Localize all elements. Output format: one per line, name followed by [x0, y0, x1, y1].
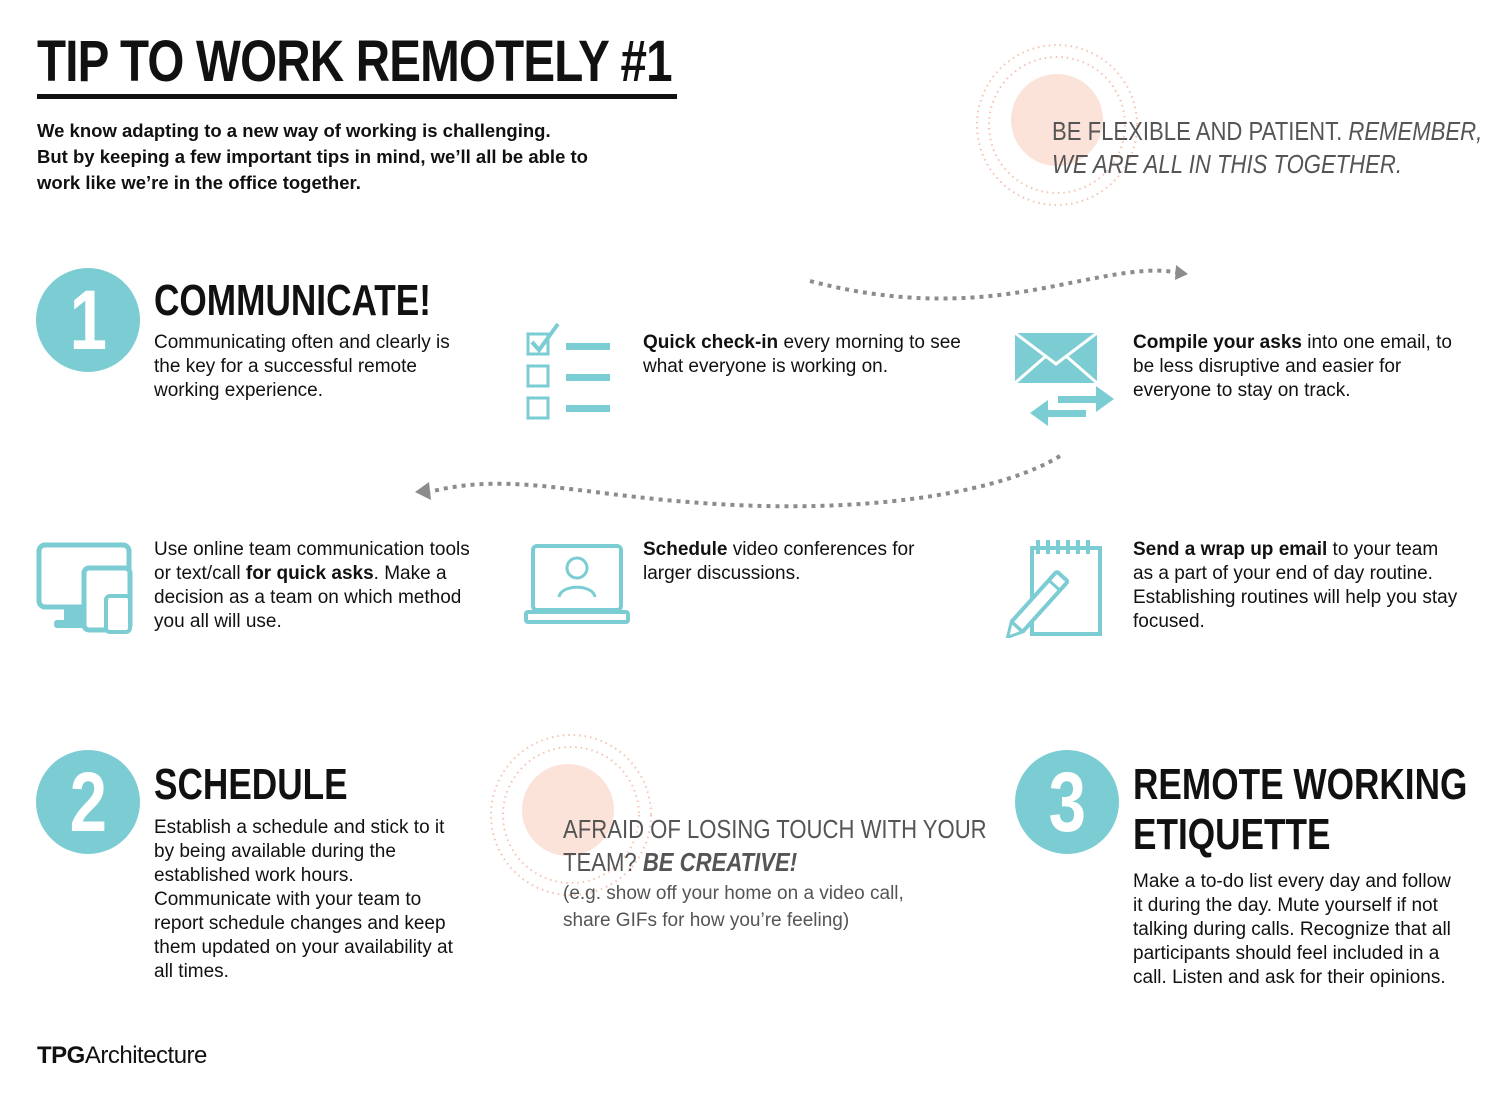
company-logo: [37, 1042, 207, 1070]
quote-flexible: [1052, 115, 1482, 181]
tip-checkin-bold: Quick check-in: [643, 332, 779, 353]
section-3-heading: [1133, 760, 1500, 860]
tip-tools-post: . Make a decision as a team on which method you all will use.: [154, 563, 462, 632]
tip-schedule-video-rest: video conferences for larger discussions.: [643, 539, 915, 584]
section-1-heading: COMMUNICATE!: [154, 276, 431, 325]
page-title: TIP TO WORK REMOTELY #1: [37, 29, 672, 94]
tip-wrapup-bold: Send a wrap up email: [1133, 539, 1328, 560]
arrow-right-dotted-icon: [800, 255, 1200, 315]
logo-rest: Architecture: [84, 1042, 207, 1069]
section-3-number: 3: [1015, 750, 1119, 854]
tip-compile: [1133, 331, 1468, 403]
notepad-pencil-icon: [1000, 538, 1106, 638]
section-1-number: 1: [36, 268, 140, 372]
tip-checkin-rest: every morning to see what everyone is working on.: [643, 332, 961, 377]
checklist-icon: [522, 320, 614, 424]
section-2-body: Establish a schedule and stick to it by being available during the established work hours. Communicate with your team to report schedule changes and keep them updated on your availability at all times.: [154, 817, 453, 982]
section-2-number: 2: [36, 750, 140, 854]
tip-compile-rest: into one email, to be less disruptive and easier for everyone to stay on track.: [1133, 332, 1452, 401]
quote-top-line1-plain: BE FLEXIBLE AND PATIENT.: [1052, 116, 1343, 146]
section-1-body: Communicating often and clearly is the key for a successful remote working experience.: [154, 332, 450, 401]
intro-text: [37, 118, 717, 196]
arrow-left-dotted-icon: [405, 450, 1075, 520]
mail-exchange-icon: [1012, 330, 1118, 432]
section-3-body: Make a to-do list every day and follow it during the day. Mute yourself if not talking during calls. Recognize that all participants should feel included in a call. Listen and ask for their opinions.: [1133, 871, 1451, 988]
quote-creative: [563, 813, 987, 879]
video-call-laptop-icon: [524, 542, 630, 630]
quote-top-line1-italic: REMEMBER,: [1348, 116, 1483, 146]
quote-mid-line2-bold: BE CREATIVE!: [642, 847, 798, 877]
section-3-heading-line1: REMOTE WORKING: [1133, 760, 1468, 809]
intro-line-3: work like we’re in the office together.: [37, 172, 361, 193]
quote-mid-line2-plain: TEAM?: [563, 847, 637, 877]
quote-creative-example: (e.g. show off your home on a video call, share GIFs for how you’re feeling): [563, 883, 904, 931]
logo-bold: TPG: [37, 1042, 85, 1069]
tip-schedule-video: [643, 538, 963, 586]
section-2-heading: SCHEDULE: [154, 760, 348, 809]
tip-tools-bold: for quick asks: [245, 563, 374, 584]
tip-compile-bold: Compile your asks: [1133, 332, 1302, 353]
intro-line-1: We know adapting to a new way of working is challenging.: [37, 120, 551, 141]
tip-schedule-video-bold: Schedule: [643, 539, 728, 560]
tip-tools-pre: Use online team communication tools or text/call: [154, 539, 470, 584]
tip-wrapup-rest: to your team as a part of your end of day routine. Establishing routines will help you stay focused.: [1133, 539, 1458, 632]
tip-checkin: [643, 331, 973, 379]
section-3-heading-line2: ETIQUETTE: [1133, 810, 1331, 859]
intro-line-2: But by keeping a few important tips in mind, we’ll all be able to: [37, 146, 588, 167]
quote-mid-line1: AFRAID OF LOSING TOUCH WITH YOUR: [563, 814, 987, 844]
tip-wrapup: [1133, 538, 1463, 634]
quote-top-line2-italic: WE ARE ALL IN THIS TOGETHER.: [1052, 149, 1402, 179]
devices-icon: [36, 542, 134, 634]
title-underline: [37, 94, 677, 99]
tip-tools: [154, 538, 484, 634]
